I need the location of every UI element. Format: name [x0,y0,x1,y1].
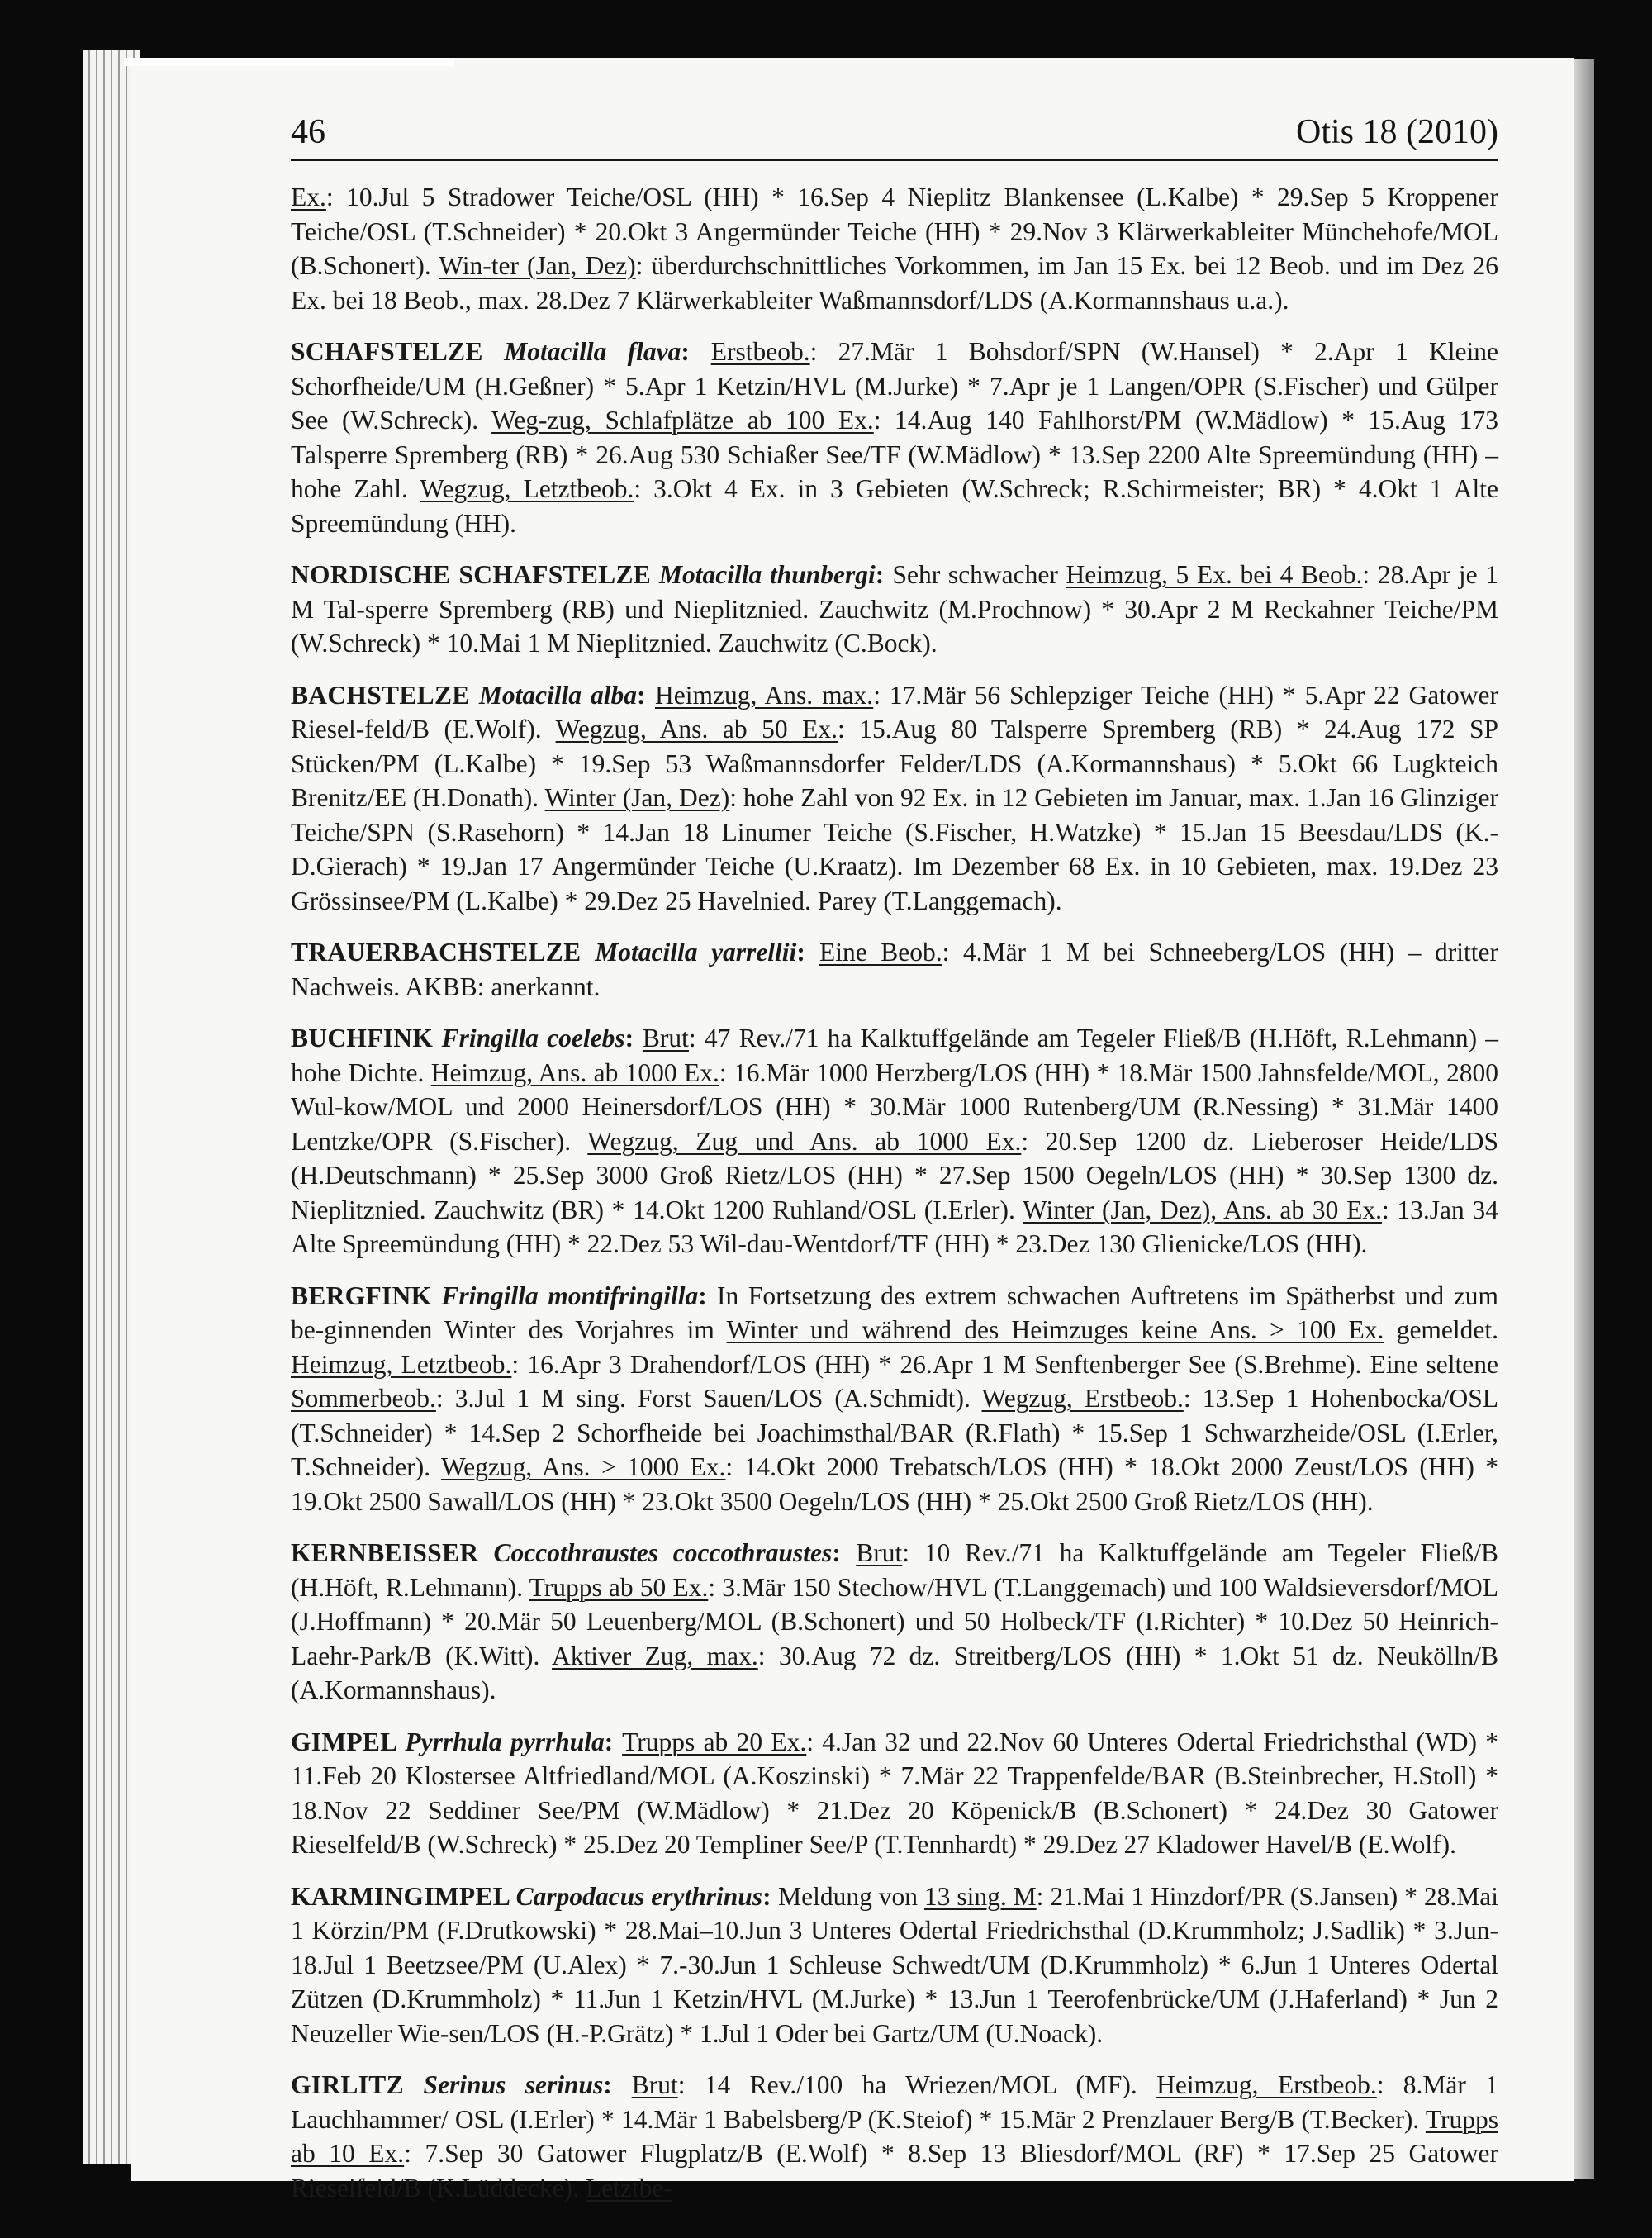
underlined-label: Sommerbeob. [291,1384,436,1413]
scientific-name: Motacilla flava [504,337,681,366]
underlined-label: Ex. [291,183,326,211]
text-run: : 10.Jul 5 Stradower Teiche/OSL (HH) * 16.Sep 4 Nieplitz Blankensee (L.Kalbe) * 29.Sep 5 Kroppener Teiche/OSL (T.Schneider) * 20.Okt 3 Angermünder Teiche (HH) * 29.Nov 3 Klärwerkableiter Münchehofe/MOL (B.Schonert). [291,183,1498,280]
species-entry-buchfink [291,1021,1498,1262]
text-run: : 7.Sep 30 Gatower Flugplatz/B (E.Wolf) * 8.Sep 13 Bliesdorf/MOL (RF) * 17.Sep 25 Gatower Rieselfeld/B (K.Lüddecke). [291,2139,1498,2202]
species-name: : [681,337,711,366]
underlined-label: Heimzug, Letztbeob. [291,1349,512,1379]
text-run: : 16.Mär 1000 Herzberg/LOS (HH) * 18.Mär 1500 Jahnsfelde/MOL, 2800 Wul-kow/MOL und 2000 Heinersdorf/LOS (HH) * 30.Mär 1000 Rutenberg/UM (R.Nessing) * 31.Mär 1400 Lentzke/OPR (S.Fischer). [291,1057,1498,1156]
text-run: Sehr schwacher [892,560,1066,589]
text-run: In Fortsetzung des extrem schwachen Auftretens im Spätherbst und zum be-ginnenden Winter des Vorjahres im [291,1281,1498,1344]
underlined-label: Wegzug, Ans. ab 50 Ex. [555,715,838,744]
scientific-name: Motacilla yarrellii [595,938,797,967]
species-name: GIRLITZ [291,2070,424,2099]
text-run: : 10 Rev./71 ha Kalktuffgelände am Tegeler Fließ/B (H.Höft, R.Lehmann). [291,1538,1499,1602]
scientific-name: Fringilla montifringilla [441,1281,699,1310]
underlined-label: Eine Beob. [819,938,942,967]
text-run: : überdurchschnittliches Vorkommen, im Jan 15 Ex. bei 12 Beob. und im Dez 26 Ex. bei 18 Beob., max. 28.Dez 7 Klärwerkableiter Waßmannsdorf/LDS (A.Kormannshaus u.a.). [291,251,1498,315]
species-entry-bergfink [291,1279,1498,1519]
species-entry-continuation [291,180,1498,317]
scientific-name: Carpodacus erythrinus [515,1881,763,1911]
underlined-label: Wegzug, Erstbeob. [981,1384,1184,1413]
text-run: : 16.Apr 3 Drahendorf/LOS (HH) * 26.Apr 1 M Senftenberger See (S.Brehme). Eine seltene [511,1349,1498,1379]
text-run: : 21.Mai 1 Hinzdorf/PR (S.Jansen) * 28.Mai 1 Körzin/PM (F.Drutkowski) * 28.Mai–10.Jun 3 Unteres Odertal Friedrichsthal (D.Krummholz; J.Sadlik) * 3.Jun-18.Jul 1 Beetzsee/PM (U.Alex) * 7.-30.Jun 1 Schleuse Schwedt/UM (D.Krummholz) * 6.Jun 1 Unteres Odertal Zützen (D.Krummholz) * 11.Jun 1 Ketzin/HVL (M.Jurke) * 13.Jun 1 Teerofenbrücke/UM (J.Haferland) * Jun 2 Neuzeller Wie-sen/LOS (H.-P.Grätz) * 1.Jul 1 Oder bei Gartz/UM (U.Noack). [291,1881,1498,2048]
underlined-label: Letztbe- [585,2173,672,2202]
page-number: 46 [291,113,325,151]
underlined-label: Trupps ab 50 Ex. [529,1572,709,1602]
underlined-label: Wegzug, Letztbeob. [420,474,634,503]
underlined-label: Heimzug, Ans. ab 1000 Ex. [430,1057,719,1087]
species-entry-karmingimpel [291,1879,1498,2051]
species-name: KERNBEISSER [291,1538,494,1567]
page-curve-shadow [1574,59,1594,2179]
underlined-label: Wegzug, Ans. > 1000 Ex. [440,1452,726,1481]
underlined-label: Weg-zug, Schlafplätze ab 100 Ex. [491,406,874,435]
underlined-label: Brut [856,1538,903,1567]
text-run: Meldung von [778,1881,924,1911]
text-run: : 3.Jul 1 M sing. Forst Sauen/LOS (A.Schmidt). [435,1384,982,1413]
text-run: : hohe Zahl von 92 Ex. in 12 Gebieten im Januar, max. 1.Jan 16 Glinziger Teiche/SPN (S.Rasehorn) * 14.Jan 18 Linumer Teiche (S.Fischer, H.Watzke) * 15.Jan 15 Beesdau/LDS (K.-D.Gierach) * 19.Jan 17 Angermünder Teiche (U.Kraatz). Im Dezember 68 Ex. in 10 Gebieten, max. 19.Dez 23 Grössinsee/PM (L.Kalbe) * 29.Dez 25 Havelnied. Parey (T.Langgemach). [291,783,1499,915]
species-name: : [624,1024,643,1052]
text-run: : 4.Jan 32 und 22.Nov 60 Unteres Odertal Friedrichsthal (WD) * 11.Feb 20 Klostersee Altfriedland/MOL (A.Koszinski) * 7.Mär 22 Trappenfelde/BAR (B.Steinbrecher, H.Stoll) * 18.Nov 22 Seddiner See/PM (W.Mädlow) * 21.Dez 20 Köpenick/B (B.Schonert) * 24.Dez 30 Gatower Rieselfeld/B (W.Schreck) * 25.Dez 20 Templiner See/P (T.Tennhardt) * 29.Dez 27 Kladower Havel/B (E.Wolf). [291,1727,1498,1859]
species-entry-nordische-schafstelze [291,558,1498,661]
underlined-label: Winter (Jan, Dez) [544,783,730,812]
species-name: : [698,1281,717,1310]
species-name: : [832,1538,857,1567]
species-name: BERGFINK [291,1281,442,1310]
text-run: : 3.Okt 4 Ex. in 3 Gebieten (W.Schreck; R.Schirmeister; BR) * 4.Okt 1 Alte Spreemündung (HH). [291,474,1498,538]
species-name: : [796,938,819,967]
species-name: : [636,680,655,710]
species-name: : [603,2070,632,2099]
species-name: NORDISCHE SCHAFSTELZE [291,560,660,589]
text-run: : 13.Jan 34 Alte Spreemündung (HH) * 22.Dez 53 Wil-dau-Wentdorf/TF (HH) * 23.Dez 130 Glienicke/LOS (HH). [291,1195,1498,1258]
text-run: : 3.Mär 150 Stechow/HVL (T.Langgemach) und 100 Waldsieversdorf/MOL (J.Hoffmann) * 20.Mär 50 Leuenberg/MOL (B.Schonert) und 50 Holbeck/TF (I.Richter) * 10.Dez 50 Heinrich-Laehr-Park/B (K.Witt). [291,1572,1498,1670]
text-run: : 14.Okt 2000 Trebatsch/LOS (HH) * 18.Okt 2000 Zeust/LOS (HH) * 19.Okt 2500 Sawall/LOS (HH) * 23.Okt 3500 Oegeln/LOS (HH) * 25.Okt 2500 Groß Rietz/LOS (HH). [291,1452,1499,1516]
scientific-name: Fringilla coelebs [441,1024,625,1052]
underlined-label: 13 sing. M [923,1881,1037,1911]
scan-edge [124,58,454,66]
scientific-name: Motacilla thunbergi [659,560,876,589]
text-run: : 47 Rev./71 ha Kalktuffgelände am Tegeler Fließ/B (H.Höft, R.Lehmann) – hohe Dichte. [291,1024,1499,1087]
text-run: gemeldet. [1384,1315,1499,1344]
underlined-label: Heimzug, 5 Ex. bei 4 Beob. [1066,560,1363,589]
species-name: KARMINGIMPEL [291,1881,516,1911]
species-name: BUCHFINK [291,1024,442,1052]
underlined-label: Win-ter (Jan, Dez) [439,251,636,280]
underlined-label: Wegzug, Zug und Ans. ab 1000 Ex. [587,1126,1022,1156]
text-run: : 27.Mär 1 Bohsdorf/SPN (W.Hansel) * 2.Apr 1 Kleine Schorfheide/UM (H.Geßner) * 5.Apr 1 Ketzin/HVL (M.Jurke) * 7.Apr je 1 Langen/OPR (S.Fischer) und Gülper See (W.Schreck). [291,337,1498,435]
species-entry-gimpel [291,1725,1498,1862]
species-name: : [604,1727,623,1756]
running-title: Otis 18 (2010) [1296,113,1498,151]
species-entry-girlitz [291,2068,1498,2205]
species-name: : [875,560,893,589]
species-name: SCHAFSTELZE [291,337,505,366]
text-run: : 14.Aug 140 Fahlhorst/PM (W.Mädlow) * 15.Aug 173 Talsperre Spremberg (RB) * 26.Aug 530 Schiaßer See/TF (W.Mädlow) * 13.Sep 2200 Alte Spreemündung (HH) – hohe Zahl. [291,406,1498,503]
scientific-name: Serinus serinus [423,2070,604,2099]
article-body [291,180,1498,2222]
underlined-label: Trupps ab 10 Ex. [291,2104,1498,2168]
underlined-label: Erstbeob. [710,337,810,366]
text-run: : 17.Mär 56 Schlepziger Teiche (HH) * 5.Apr 22 Gatower Riesel-feld/B (E.Wolf). [291,680,1498,744]
text-run: : 20.Sep 1200 dz. Lieberoser Heide/LDS (H.Deutschmann) * 25.Sep 3000 Groß Rietz/LOS (HH) * 27.Sep 1500 Oegeln/LOS (HH) * 30.Sep 1300 dz. Nieplitznied. Zauchwitz (BR) * 14.Okt 1200 Ruhland/OSL (I.Erler). [291,1126,1498,1224]
text-run: : 14 Rev./100 ha Wriezen/MOL (MF). [677,2070,1157,2099]
text-run: : 28.Apr je 1 M Tal-sperre Spremberg (RB) und Nieplitznied. Zauchwitz (M.Prochnow) * 30.Apr 2 M Reckahner Teiche/PM (W.Schreck) * 10.Mai 1 M Nieplitznied. Zauchwitz (C.Bock). [291,560,1499,658]
text-run: : 8.Mär 1 Lauchhammer/ OSL (I.Erler) * 14.Mär 1 Babelsberg/P (K.Steiof) * 15.Mär 2 Prenzlauer Berg/B (T.Becker). [291,2070,1499,2134]
scientific-name: Motacilla alba [478,680,637,710]
scientific-name: Pyrrhula pyrrhula [405,1727,605,1756]
underlined-label: Aktiver Zug, max. [552,1641,758,1670]
species-entry-schafstelze [291,335,1498,540]
species-name: GIMPEL [291,1727,406,1756]
page-header [291,106,1498,161]
species-entry-trauerbachstelze [291,935,1498,1004]
underlined-label: Winter und während des Heimzuges keine Ans. > 100 Ex. [726,1315,1384,1344]
scientific-name: Coccothraustes coccothraustes [493,1538,833,1567]
underlined-label: Brut [642,1024,689,1052]
text-run: : 13.Sep 1 Hohenbocka/OSL (T.Schneider) * 14.Sep 2 Schorfheide bei Joachimsthal/BAR (R.Flath) * 15.Sep 1 Schwarzheide/OSL (I.Erler, T.Schneider). [291,1384,1498,1481]
underlined-label: Trupps ab 20 Ex. [622,1727,807,1756]
underlined-label: Winter (Jan, Dez), Ans. ab 30 Ex. [1023,1195,1382,1224]
species-name: TRAUERBACHSTELZE [291,938,596,967]
species-entry-kernbeisser [291,1536,1498,1708]
text-run: : 30.Aug 72 dz. Streitberg/LOS (HH) * 1.Okt 51 dz. Neukölln/B (A.Kormannshaus). [291,1641,1498,1704]
species-name: BACHSTELZE [291,680,479,710]
underlined-label: Heimzug, Erstbeob. [1156,2070,1377,2099]
text-run: : 4.Mär 1 M bei Schneeberg/LOS (HH) – dritter Nachweis. AKBB: anerkannt. [291,938,1499,1001]
species-name: : [762,1881,779,1911]
text-run: : 15.Aug 80 Talsperre Spremberg (RB) * 24.Aug 172 SP Stücken/PM (L.Kalbe) * 19.Sep 53 Waßmannsdorfer Felder/LDS (A.Kormannshaus) * 5.Okt 66 Lugkteich Brenitz/EE (H.Donath). [291,715,1498,812]
underlined-label: Heimzug, Ans. max. [655,680,874,710]
underlined-label: Brut [631,2070,678,2099]
species-entry-bachstelze [291,678,1498,919]
